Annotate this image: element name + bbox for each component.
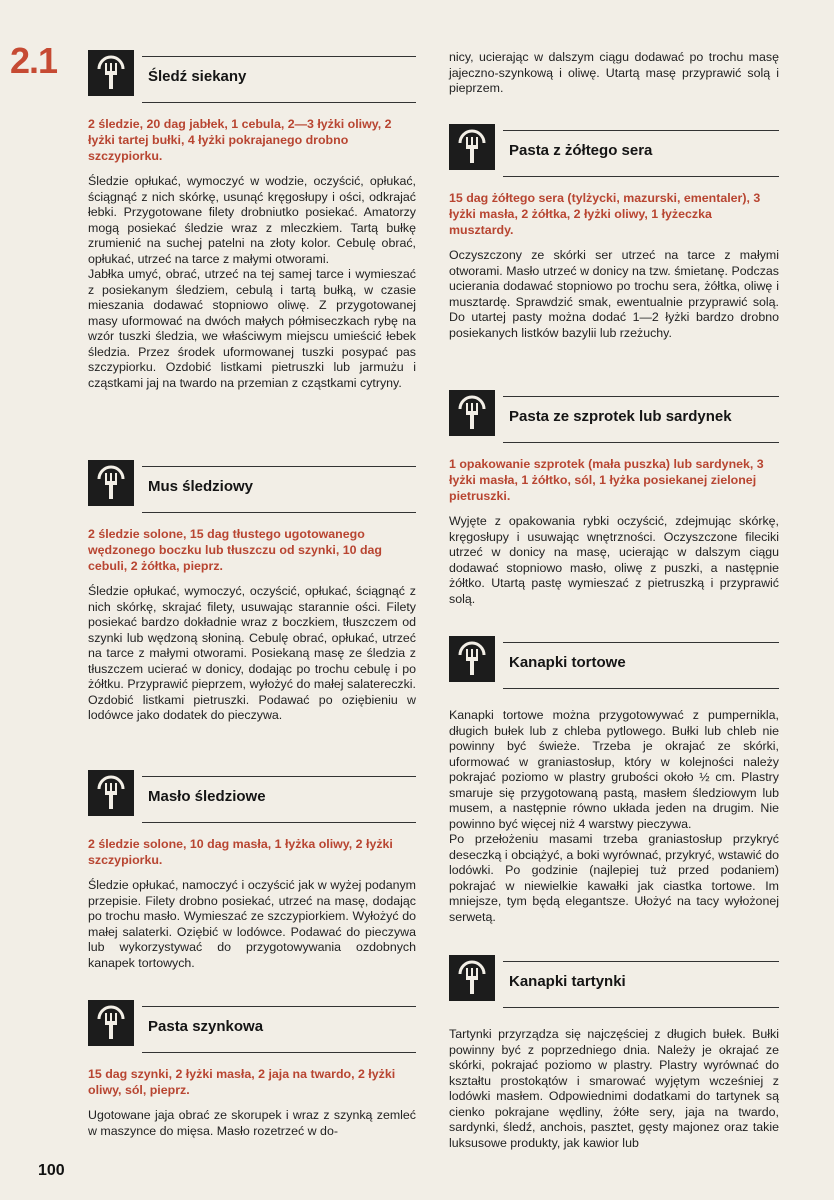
page-number: 100 (38, 1162, 65, 1179)
recipe-pasta-szynkowa (88, 1000, 416, 1139)
recipe-paragraph: Śledzie opłukać, wymoczyć w wodzie, oczyścić, opłukać, ściągnąć z nich skórkę, usunąć kręgosłupy i ości, odkrajać łebki. Przygotowane filety drobniutko posiekać. Amatorzy mogą posiekać śledzie wraz z mleczkiem. Tartą bułkę zrumienić na suchej patelni na złoty kolor. Cebulę obrać, opłukać, utrzeć na tarce z małymi otworami. (88, 174, 416, 266)
section-number: 2.1 (10, 40, 58, 81)
recipe-title: Mus śledziowy (148, 478, 254, 495)
fork-plate-icon (449, 955, 495, 1001)
recipe-paragraph: Kanapki tortowe można przygotowywać z pumpernikla, długich bułek lub z chleba pytlowego. Bułki lub chleb nie powinny być świeże. Trzeba je okrajać ze skórki, uformować w graniastosłup, który w kolejności należy pokrajać poziomo w plastry grubości około ½ cm. Plastry smaruje się przygotowaną pastą, masłem śledziowym lub musem, a następnie równo układa jeden na drugim. Nie powinno być więcej niż 4 warstwy pieczywa. (449, 708, 779, 831)
recipe-ingredients: 2 śledzie solone, 10 dag masła, 1 łyżka oliwy, 2 łyżki szczypiorku. (88, 837, 393, 867)
recipe-paragraph: Oczyszczony ze skórki ser utrzeć na tarce z małymi otworami. Masło utrzeć w donicy na tzw. śmietanę. Podczas ucierania dodawać stopniowo po trochu sera, żółtka, oliwę i musztardę. Sprawdzić smak, ewentualnie przyprawić solą. Do utartej pasty można dodać 1—2 łyżki bardzo drobno posiekanych listków bazylii lub rzeżuchy. (449, 248, 779, 340)
recipe-title: Masło śledziowe (148, 788, 266, 805)
fork-plate-icon (88, 460, 134, 506)
recipe-paragraph: Śledzie opłukać, wymoczyć, oczyścić, opłukać, ściągnąć z nich skórkę, skrajać filety, usuwając starannie ości. Filety posiekać bardzo dokładnie wraz z boczkiem, tłuszczem od szynki lub wędzoną słoniną. Cebulę obrać, opłukać, utrzeć na tarce z małymi otworami. Posiekaną masę ze śledzia z tłuszczem ucierać w donicy, dodając po trochu cebulę i po żółtku. Przyprawić pieprzem, wyłożyć do małej salatereczki. Ozdobić listkami pietruszki. Podawać po oziębieniu w lodówce jako dodatek do pieczywa. (88, 584, 416, 722)
recipe-mus-sledziowy (88, 460, 416, 724)
recipe-title: Kanapki tartynki (509, 973, 626, 990)
continuation-text-block (449, 50, 779, 97)
recipe-paragraph: Śledzie opłukać, namoczyć i oczyścić jak w wyżej podanym przepisie. Filety drobno posiekać, utrzeć na masę, dodając po trochu masło. Wymieszać ze szczypiorkiem. Wyłożyć do małej salaterki. Oziębić w lodówce. Podawać do pieczywa lub wykorzystywać do przygotowywania ozdobnych kanapek tortowych. (88, 878, 416, 970)
recipe-ingredients: 2 śledzie, 20 dag jabłek, 1 cebula, 2—3 łyżki oliwy, 2 łyżki tartej bułki, 4 łyżki pokrajanego drobno szczypiorku. (88, 117, 392, 163)
recipe-ingredients: 15 dag szynki, 2 łyżki masła, 2 jaja na twardo, 2 łyżki oliwy, sól, pieprz. (88, 1067, 396, 1097)
recipe-paragraph: Jabłka umyć, obrać, utrzeć na tej samej tarce i wymieszać z posiekanym śledziem, cebulą i tartą bułką, w czasie mieszania dodawać stopniowo oliwę. Z przygotowanej masy uformować na dwóch małych półmiseczkach rybę na wzór tuszki śledzia, we właściwym miejscu umieścić łebek śledzia. Przez środek uformowanej tuszki posypać pas szczypiorku. Ozdobić listkami pietruszki lub jarmużu i cząstkami jaj na twardo na przemian z cząstkami cytryny. (88, 267, 416, 390)
recipe-ingredients: 2 śledzie solone, 15 dag tłustego ugotowanego wędzonego boczku lub tłuszczu od szynki, 10 dag cebuli, 2 żółtka, pieprz. (88, 527, 382, 573)
recipe-pasta-ze-szprotek (449, 390, 779, 607)
recipe-paragraph: Tartynki przyrządza się najczęściej z długich bułek. Bułki powinny być z poprzedniego dnia. Należy je okrajać ze skórki, pokrajać poziomo w plastry. Plastry wyrównać do kształtu prostokątów i smarować wyjętym wcześniej z lodówki masłem. Odpowiednimi dodatkami do tartynek są cienko pokrajane wędliny, żółte sery, jaja na twardo, sardynki, śledź, anchois, pasztet, gęsty majonez oraz takie luksusowe produkty, jak kawior lub (449, 1027, 779, 1150)
fork-plate-icon (449, 636, 495, 682)
continuation-paragraph: nicy, ucierając w dalszym ciągu dodawać po trochu masę jajeczno-szynkową i oliwę. Utartą masę przyprawić solą i pieprzem. (449, 50, 779, 95)
recipe-paragraph: Ugotowane jaja obrać ze skorupek i wraz z szynką zemleć w maszynce do mięsa. Masło rozetrzeć w do- (88, 1108, 416, 1138)
recipe-paragraph: Wyjęte z opakowania rybki oczyścić, zdejmując skórkę, kręgosłupy i usuwając wnętrzności. Oczyszczone fileciki utrzeć w donicy na masę, ucierając w dalszym ciągu dodawać stopniowo masło, oliwę z puszki, a następnie żółtko. Utartą pastę wymieszać z pietruszką i przyprawić solą. (449, 514, 779, 606)
recipe-sledz-siekany (88, 50, 416, 391)
recipe-pasta-z-zoltego-sera (449, 124, 779, 341)
recipe-title: Pasta ze szprotek lub sardynek (509, 408, 732, 425)
recipe-title: Pasta szynkowa (148, 1018, 264, 1035)
fork-plate-icon (88, 1000, 134, 1046)
recipe-ingredients: 15 dag żółtego sera (tylżycki, mazurski, ementaler), 3 łyżki masła, 2 żółtka, 2 łyżki oliwy, 1 łyżeczka musztardy. (449, 191, 761, 237)
recipe-kanapki-tartynki (449, 955, 779, 1151)
recipe-paragraph: Po przełożeniu masami trzeba graniastosłup przykryć deseczką i obciążyć, a boki wyrównać, przykryć, wstawić do lodówki. Po godzinie (najlepiej tuż przed podaniem) pokrajać w niewielkie kawałki jak ciastka tortowe. Im mniejsze, tym będą elegantsze. Ułożyć na tacy wyłożonej serwetą. (449, 832, 779, 924)
recipe-title: Kanapki tortowe (509, 654, 626, 671)
recipe-kanapki-tortowe (449, 636, 779, 925)
recipe-ingredients: 1 opakowanie szprotek (mała puszka) lub sardynek, 3 łyżki masła, 1 żółtko, sól, 1 łyżka posiekanej zielonej pietruszki. (449, 457, 764, 503)
fork-plate-icon (449, 124, 495, 170)
recipe-title: Pasta z żółtego sera (509, 142, 653, 159)
fork-plate-icon (449, 390, 495, 436)
fork-plate-icon (88, 50, 134, 96)
recipe-title: Śledź siekany (148, 68, 247, 85)
recipe-maslo-sledziowe (88, 770, 416, 971)
fork-plate-icon (88, 770, 134, 816)
